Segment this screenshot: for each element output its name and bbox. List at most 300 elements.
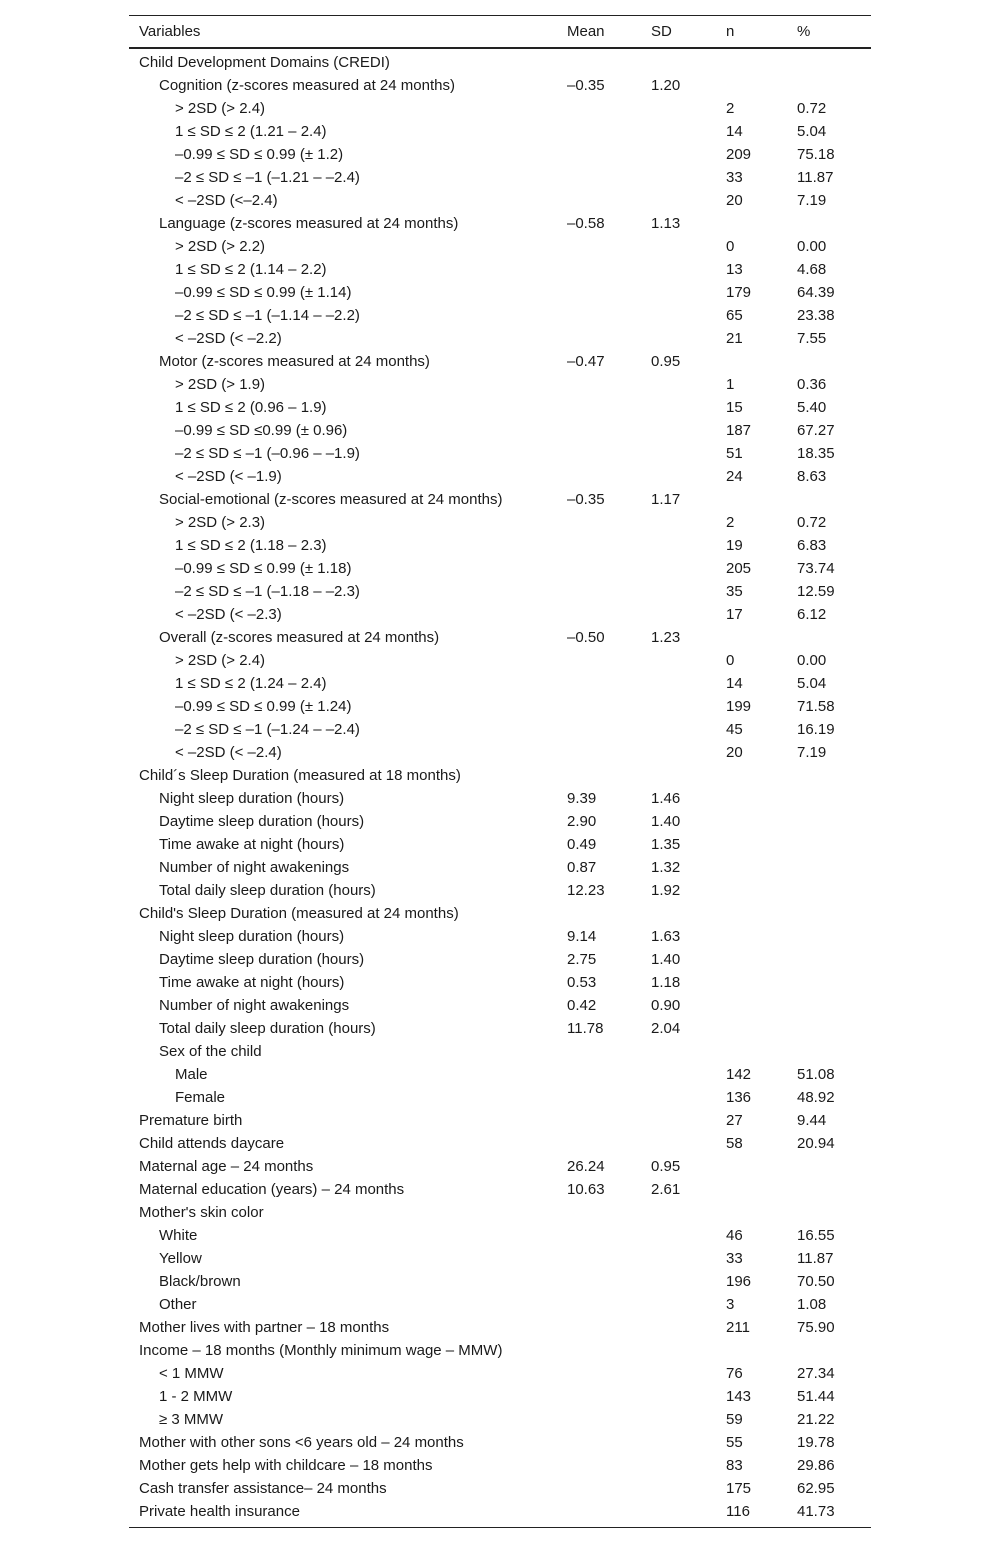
row-mean: –0.47: [567, 353, 605, 370]
row-percent: [787, 1178, 871, 1201]
table-row: [129, 649, 871, 672]
row-label: Male: [175, 1066, 208, 1083]
row-sd: 1.40: [651, 951, 681, 968]
row-n: 15: [726, 399, 743, 416]
row-n: 14: [726, 675, 743, 692]
row-percent: [787, 626, 871, 649]
row-sd: [641, 695, 716, 718]
row-percent: 75.18: [797, 146, 835, 163]
row-n: 211: [726, 1319, 750, 1336]
row-sd: [641, 741, 716, 764]
row-sd: [641, 465, 716, 488]
row-sd: [641, 419, 716, 442]
row-percent: [787, 879, 871, 902]
row-percent: [787, 48, 871, 74]
row-mean: [557, 143, 641, 166]
row-percent: [787, 1201, 871, 1224]
row-n: [716, 764, 787, 787]
row-percent: 7.19: [797, 192, 827, 209]
row-sd: [641, 1293, 716, 1316]
row-n: [716, 350, 787, 373]
table-row: [129, 1155, 871, 1178]
row-n: 3: [726, 1296, 735, 1313]
row-mean: [557, 1454, 641, 1477]
row-label: Language (z-scores measured at 24 months): [159, 215, 459, 232]
table-row: [129, 511, 871, 534]
row-n: 14: [726, 123, 743, 140]
row-mean: [557, 902, 641, 925]
row-percent: [787, 764, 871, 787]
row-sd: [641, 1339, 716, 1362]
row-percent: [787, 488, 871, 511]
table-row: [129, 626, 871, 649]
row-mean: [557, 1109, 641, 1132]
row-percent: 12.59: [797, 583, 835, 600]
row-n: 17: [726, 606, 743, 623]
row-sd: 2.61: [651, 1181, 681, 1198]
table-row: [129, 879, 871, 902]
row-mean: –0.35: [567, 77, 605, 94]
table-row: [129, 695, 871, 718]
row-percent: [787, 74, 871, 97]
row-n: 45: [726, 721, 743, 738]
row-sd: [641, 48, 716, 74]
row-mean: 9.14: [567, 928, 597, 945]
table-row: [129, 580, 871, 603]
table-row: [129, 281, 871, 304]
row-percent: 29.86: [797, 1457, 835, 1474]
row-n: 83: [726, 1457, 743, 1474]
row-label: Overall (z-scores measured at 24 months): [159, 629, 440, 646]
row-label: Mother gets help with childcare – 18 months: [139, 1457, 433, 1474]
table-row: [129, 1293, 871, 1316]
row-label: Maternal age – 24 months: [139, 1158, 314, 1175]
row-sd: 1.92: [651, 882, 681, 899]
row-mean: [557, 373, 641, 396]
row-percent: 0.36: [797, 376, 827, 393]
row-percent: 20.94: [797, 1135, 835, 1152]
row-label: Daytime sleep duration (hours): [159, 813, 365, 830]
row-label: Motor (z-scores measured at 24 months): [159, 353, 430, 370]
table-body: [129, 48, 871, 1528]
row-n: [716, 626, 787, 649]
row-n: 116: [716, 1500, 787, 1528]
table-row: [129, 396, 871, 419]
row-sd: 1.13: [651, 215, 681, 232]
row-percent: 5.04: [797, 675, 827, 692]
row-sd: [641, 1040, 716, 1063]
row-n: [716, 994, 787, 1017]
table-row: [129, 419, 871, 442]
row-sd: [641, 1408, 716, 1431]
table-row: [129, 442, 871, 465]
row-percent: [787, 948, 871, 971]
row-mean: 12.23: [567, 882, 605, 899]
table-row: [129, 1224, 871, 1247]
row-n: [716, 1040, 787, 1063]
row-mean: [557, 396, 641, 419]
row-sd: [641, 1431, 716, 1454]
row-sd: [641, 304, 716, 327]
table-row: [129, 1408, 871, 1431]
row-n: 65: [726, 307, 743, 324]
table-row: [129, 1270, 871, 1293]
row-n: [716, 1155, 787, 1178]
row-n: 136: [726, 1089, 752, 1106]
header-sd: SD: [641, 16, 716, 49]
row-label: Private health insurance: [129, 1500, 557, 1528]
header-n: n: [716, 16, 787, 49]
row-mean: [557, 1293, 641, 1316]
table-row: [129, 741, 871, 764]
table-row: [129, 1247, 871, 1270]
row-n: [716, 833, 787, 856]
row-label: Total daily sleep duration (hours): [159, 882, 376, 899]
table-row: [129, 925, 871, 948]
header-row: [129, 16, 871, 49]
row-label: –2 ≤ SD ≤ –1 (–1.14 – –2.2): [175, 307, 360, 324]
row-label: Mother lives with partner – 18 months: [139, 1319, 390, 1336]
row-sd: [641, 511, 716, 534]
row-percent: 11.87: [797, 169, 834, 186]
row-n: 2: [726, 100, 735, 117]
row-label: Child's Sleep Duration (measured at 24 months): [139, 905, 459, 922]
table-row: [129, 902, 871, 925]
table-row: [129, 810, 871, 833]
row-label: Social-emotional (z-scores measured at 24 months): [159, 491, 503, 508]
row-sd: 0.90: [651, 997, 681, 1014]
row-percent: 4.68: [797, 261, 827, 278]
row-n: [716, 1017, 787, 1040]
row-n: [716, 787, 787, 810]
row-percent: 75.90: [797, 1319, 835, 1336]
table-row: [129, 304, 871, 327]
row-mean: –0.35: [567, 491, 605, 508]
row-sd: [641, 281, 716, 304]
row-n: [716, 1339, 787, 1362]
row-percent: 0.00: [797, 652, 827, 669]
row-sd: 1.32: [651, 859, 681, 876]
row-label: > 2SD (> 2.4): [175, 652, 266, 669]
row-sd: [641, 1086, 716, 1109]
row-mean: [557, 695, 641, 718]
row-percent: 51.44: [797, 1388, 835, 1405]
row-percent: 16.19: [797, 721, 835, 738]
row-percent: [787, 787, 871, 810]
row-label: Total daily sleep duration (hours): [159, 1020, 376, 1037]
row-mean: –0.58: [567, 215, 605, 232]
row-label: Mother's skin color: [139, 1204, 264, 1221]
row-label: Black/brown: [159, 1273, 241, 1290]
row-mean: [557, 649, 641, 672]
row-sd: [641, 1224, 716, 1247]
table-row: [129, 1454, 871, 1477]
row-percent: 9.44: [797, 1112, 827, 1129]
row-n: [716, 856, 787, 879]
row-sd: [641, 1270, 716, 1293]
row-label: Female: [175, 1089, 226, 1106]
row-percent: 1.08: [797, 1296, 827, 1313]
row-sd: [641, 603, 716, 626]
row-n: [716, 74, 787, 97]
table-row: [129, 1109, 871, 1132]
row-label: Child attends daycare: [139, 1135, 285, 1152]
table-row: [129, 1201, 871, 1224]
row-mean: 0.49: [567, 836, 597, 853]
row-sd: [641, 1477, 716, 1500]
row-percent: 5.04: [797, 123, 827, 140]
row-mean: [557, 442, 641, 465]
row-mean: [557, 1040, 641, 1063]
row-percent: 23.38: [797, 307, 835, 324]
row-mean: 0.53: [567, 974, 597, 991]
table-row: [129, 327, 871, 350]
row-n: 33: [726, 169, 743, 186]
row-sd: [641, 1063, 716, 1086]
table-row: [129, 764, 871, 787]
table-row: [129, 350, 871, 373]
row-n: 1: [726, 376, 735, 393]
row-mean: 10.63: [567, 1181, 605, 1198]
row-label: > 2SD (> 2.4): [175, 100, 266, 117]
row-percent: [787, 1040, 871, 1063]
row-mean: [557, 718, 641, 741]
row-label: > 2SD (> 2.3): [175, 514, 266, 531]
row-percent: [787, 1339, 871, 1362]
row-label: ≥ 3 MMW: [159, 1411, 224, 1428]
row-percent: [787, 810, 871, 833]
row-label: < –2SD (< –2.4): [175, 744, 282, 761]
table-row: [129, 603, 871, 626]
row-label: Mother with other sons <6 years old – 24 months: [139, 1434, 464, 1451]
table-row: [129, 1362, 871, 1385]
table-row: [129, 1178, 871, 1201]
row-label: Child Development Domains (CREDI): [139, 54, 390, 71]
row-sd: [641, 166, 716, 189]
row-mean: [557, 603, 641, 626]
table-row: [129, 465, 871, 488]
row-mean: [557, 120, 641, 143]
header-mean: Mean: [557, 16, 641, 49]
row-n: 21: [726, 330, 743, 347]
row-percent: 0.00: [797, 238, 827, 255]
row-label: < –2SD (< –1.9): [175, 468, 282, 485]
table-row: [129, 74, 871, 97]
table-row: [129, 718, 871, 741]
row-sd: [641, 1385, 716, 1408]
row-label: –0.99 ≤ SD ≤ 0.99 (± 1.18): [175, 560, 352, 577]
table-row: [129, 1040, 871, 1063]
row-n: [716, 902, 787, 925]
table-row: [129, 557, 871, 580]
row-sd: [641, 442, 716, 465]
table-row: [129, 672, 871, 695]
row-n: [716, 48, 787, 74]
row-mean: 0.87: [567, 859, 597, 876]
row-n: 33: [726, 1250, 743, 1267]
row-n: 76: [726, 1365, 743, 1382]
row-mean: [557, 235, 641, 258]
row-mean: [557, 1362, 641, 1385]
row-sd: [641, 327, 716, 350]
row-sd: 0.95: [651, 353, 681, 370]
row-sd: [641, 1132, 716, 1155]
row-label: –2 ≤ SD ≤ –1 (–1.18 – –2.3): [175, 583, 360, 600]
table-header: [129, 16, 871, 49]
row-percent: 19.78: [797, 1434, 835, 1451]
table-row: [129, 534, 871, 557]
row-n: 24: [726, 468, 743, 485]
row-sd: 1.63: [651, 928, 681, 945]
row-percent: 21.22: [797, 1411, 835, 1428]
table-row: [129, 258, 871, 281]
row-n: 0: [726, 238, 735, 255]
row-sd: [641, 1109, 716, 1132]
row-label: Number of night awakenings: [159, 859, 350, 876]
row-percent: [787, 833, 871, 856]
table-row: [129, 1339, 871, 1362]
row-sd: [641, 1454, 716, 1477]
row-n: 175: [726, 1480, 752, 1497]
row-percent: 48.92: [797, 1089, 835, 1106]
row-percent: 41.73: [787, 1500, 871, 1528]
row-percent: [787, 350, 871, 373]
row-sd: [641, 258, 716, 281]
table-row: [129, 971, 871, 994]
row-mean: [557, 189, 641, 212]
row-sd: [641, 764, 716, 787]
row-mean: [557, 557, 641, 580]
row-sd: 1.35: [651, 836, 681, 853]
row-sd: [641, 120, 716, 143]
table-row: [129, 787, 871, 810]
row-mean: 2.75: [567, 951, 597, 968]
row-mean: [557, 258, 641, 281]
row-mean: [557, 1247, 641, 1270]
row-n: 199: [726, 698, 752, 715]
header-percent: %: [787, 16, 871, 49]
row-mean: [557, 327, 641, 350]
row-n: 179: [726, 284, 752, 301]
row-percent: [787, 925, 871, 948]
row-percent: 51.08: [797, 1066, 835, 1083]
row-mean: 9.39: [567, 790, 597, 807]
row-percent: 70.50: [797, 1273, 835, 1290]
table-row: [129, 833, 871, 856]
row-mean: [557, 1086, 641, 1109]
row-sd: [641, 557, 716, 580]
table-row: [129, 1132, 871, 1155]
row-label: Time awake at night (hours): [159, 836, 345, 853]
row-label: Premature birth: [139, 1112, 243, 1129]
table-row: [129, 948, 871, 971]
row-mean: 26.24: [567, 1158, 605, 1175]
row-label: 1 ≤ SD ≤ 2 (1.24 – 2.4): [175, 675, 327, 692]
row-sd: 1.40: [651, 813, 681, 830]
row-sd: [641, 1500, 716, 1528]
row-mean: [557, 1063, 641, 1086]
row-label: –2 ≤ SD ≤ –1 (–1.24 – –2.4): [175, 721, 360, 738]
row-mean: [557, 511, 641, 534]
row-mean: 0.42: [567, 997, 597, 1014]
row-mean: [557, 672, 641, 695]
row-percent: [787, 1155, 871, 1178]
row-sd: [641, 580, 716, 603]
row-mean: –0.50: [567, 629, 605, 646]
row-label: < 1 MMW: [159, 1365, 224, 1382]
row-label: Cognition (z-scores measured at 24 months): [159, 77, 455, 94]
table-row: [129, 97, 871, 120]
row-sd: [641, 902, 716, 925]
row-percent: [787, 856, 871, 879]
table-row: [129, 1385, 871, 1408]
row-label: –2 ≤ SD ≤ –1 (–1.21 – –2.4): [175, 169, 360, 186]
row-n: 143: [726, 1388, 752, 1405]
table-row: [129, 235, 871, 258]
table-row: [129, 1063, 871, 1086]
row-mean: [557, 1270, 641, 1293]
row-mean: [557, 166, 641, 189]
row-percent: 7.19: [797, 744, 827, 761]
row-sd: [641, 235, 716, 258]
row-percent: [787, 212, 871, 235]
row-n: 187: [726, 422, 752, 439]
row-mean: [557, 1224, 641, 1247]
row-percent: [787, 1017, 871, 1040]
row-label: Night sleep duration (hours): [159, 928, 345, 945]
row-n: 0: [726, 652, 735, 669]
row-percent: 64.39: [797, 284, 835, 301]
table-row: [129, 48, 871, 74]
row-sd: [641, 1247, 716, 1270]
row-mean: [557, 465, 641, 488]
row-n: 209: [726, 146, 752, 163]
row-label: Other: [159, 1296, 197, 1313]
table-row: [129, 856, 871, 879]
table-row: [129, 1500, 871, 1528]
row-label: –0.99 ≤ SD ≤ 0.99 (± 1.2): [175, 146, 344, 163]
row-sd: 1.20: [651, 77, 681, 94]
table-row: [129, 1086, 871, 1109]
row-percent: 71.58: [797, 698, 835, 715]
row-label: > 2SD (> 2.2): [175, 238, 266, 255]
row-sd: 2.04: [651, 1020, 681, 1037]
row-mean: [557, 1316, 641, 1339]
row-label: Sex of the child: [159, 1043, 262, 1060]
row-n: 19: [726, 537, 743, 554]
row-sd: 1.46: [651, 790, 681, 807]
row-label: < –2SD (<–2.4): [175, 192, 278, 209]
row-label: Cash transfer assistance– 24 months: [139, 1480, 387, 1497]
row-label: 1 - 2 MMW: [159, 1388, 233, 1405]
row-label: Income – 18 months (Monthly minimum wage – MMW): [139, 1342, 503, 1359]
row-label: Maternal education (years) – 24 months: [139, 1181, 405, 1198]
row-percent: 18.35: [797, 445, 835, 462]
row-label: Number of night awakenings: [159, 997, 350, 1014]
row-percent: 0.72: [797, 100, 827, 117]
row-label: < –2SD (< –2.3): [175, 606, 282, 623]
row-percent: 16.55: [797, 1227, 835, 1244]
row-n: 20: [726, 192, 743, 209]
row-mean: 2.90: [567, 813, 597, 830]
row-percent: [787, 994, 871, 1017]
row-sd: [641, 396, 716, 419]
row-mean: [557, 1132, 641, 1155]
row-sd: [641, 189, 716, 212]
row-mean: [557, 304, 641, 327]
row-mean: [557, 1201, 641, 1224]
row-n: 27: [726, 1112, 743, 1129]
